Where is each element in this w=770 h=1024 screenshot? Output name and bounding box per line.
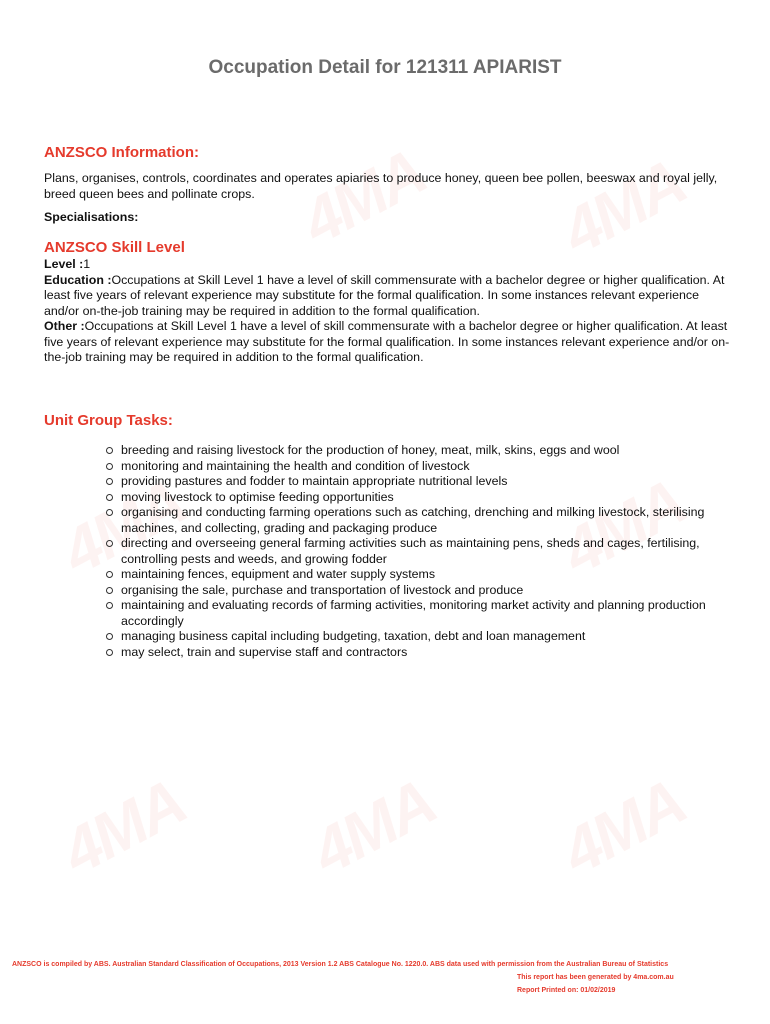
circle-bullet-icon — [106, 447, 113, 454]
circle-bullet-icon — [106, 602, 113, 609]
unit-group-tasks-heading: Unit Group Tasks: — [44, 412, 173, 429]
task-text: moving livestock to optimise feeding opportunities — [121, 489, 394, 504]
watermark-logo: 4MA — [50, 465, 196, 589]
other-row — [44, 319, 734, 366]
specialisations-label-text: Specialisations: — [44, 210, 139, 224]
circle-bullet-icon — [106, 494, 113, 501]
skill-level-heading: ANZSCO Skill Level — [44, 239, 185, 256]
circle-bullet-icon — [106, 649, 113, 656]
other-label: Other : — [44, 319, 85, 333]
circle-bullet-icon — [106, 571, 113, 578]
list-item — [106, 490, 726, 506]
skill-level-details — [44, 257, 734, 366]
list-item — [106, 536, 726, 567]
footer-generated-by: This report has been generated by 4ma.com.au — [517, 974, 674, 981]
list-item — [106, 505, 726, 536]
list-item — [106, 598, 726, 629]
task-text: organising and conducting farming operations such as catching, drenching and milking livestock, sterilising machines, and collecting, grading and packaging produce — [121, 505, 705, 535]
circle-bullet-icon — [106, 509, 113, 516]
footer-source-note: ANZSCO is compiled by ABS. Australian Standard Classification of Occupations, 2013 Version 1.2 ABS Catalogue No. 1220.0. ABS data used with permission from the Australian Bureau of Statistics — [12, 961, 669, 968]
watermark-logo: 4MA — [550, 765, 696, 889]
education-row — [44, 273, 734, 320]
list-item — [106, 645, 726, 661]
page-title: Occupation Detail for 121311 APIARIST — [208, 57, 562, 78]
watermark-logo: 4MA — [290, 135, 436, 259]
specialisations-label — [44, 210, 734, 226]
footer-printed-on: Report Printed on: 01/02/2019 — [517, 987, 616, 994]
level-row — [44, 257, 734, 273]
level-value: 1 — [83, 257, 91, 271]
task-text: breeding and raising livestock for the production of honey, meat, milk, skins, eggs and wool — [121, 443, 620, 457]
watermark-logo: 4MA — [50, 765, 196, 889]
circle-bullet-icon — [106, 463, 113, 470]
other-text: Occupations at Skill Level 1 have a level of skill commensurate with a bachelor degree or higher qualification. At least five years of relevant experience may substitute for the formal qualification. In some instances relevant experience and/or on-the-job training may be required in addition to the formal qualification. — [44, 319, 730, 364]
task-text: maintaining and evaluating records of farming activities, monitoring market activity and planning production accordingly — [121, 598, 706, 628]
watermark-logo: 4MA — [550, 145, 696, 269]
task-text: providing pastures and fodder to maintain appropriate nutritional levels — [121, 474, 508, 488]
list-item — [106, 474, 726, 490]
watermark-logo: 4MA — [550, 465, 696, 589]
circle-bullet-icon — [106, 633, 113, 640]
list-item — [106, 629, 726, 645]
education-text: Occupations at Skill Level 1 have a level of skill commensurate with a bachelor degree or higher qualification. At least five years of relevant experience may substitute for the formal qualification. In some instances relevant experience and/or on-the-job training may be required in addition to the formal qualification. — [44, 272, 725, 318]
task-text: maintaining fences, equipment and water supply systems — [121, 567, 436, 581]
task-text: directing and overseeing general farming activities such as maintaining pens, sheds and cages, fertilising, controlling pests and weeds, and growing fodder — [121, 536, 700, 566]
task-text: monitoring and maintaining the health and condition of livestock — [121, 458, 470, 473]
list-item — [106, 567, 726, 583]
task-text: managing business capital including budgeting, taxation, debt and loan management — [121, 629, 586, 643]
circle-bullet-icon — [106, 478, 113, 485]
task-text: organising the sale, purchase and transportation of livestock and produce — [121, 582, 524, 597]
task-list — [106, 443, 726, 660]
list-item — [106, 459, 726, 475]
circle-bullet-icon — [106, 587, 113, 594]
task-text: may select, train and supervise staff and contractors — [121, 644, 408, 659]
anzsco-description: Plans, organises, controls, coordinates and operates apiaries to produce honey, queen bee pollen, beeswax and royal jelly, breed queen bees and pollinate crops. — [44, 171, 718, 201]
watermark-logo: 4MA — [300, 765, 446, 889]
list-item — [106, 443, 726, 459]
level-label: Level : — [44, 257, 84, 271]
circle-bullet-icon — [106, 540, 113, 547]
anzsco-info-heading: ANZSCO Information: — [44, 144, 199, 161]
list-item — [106, 583, 726, 599]
education-label: Education : — [44, 272, 112, 287]
